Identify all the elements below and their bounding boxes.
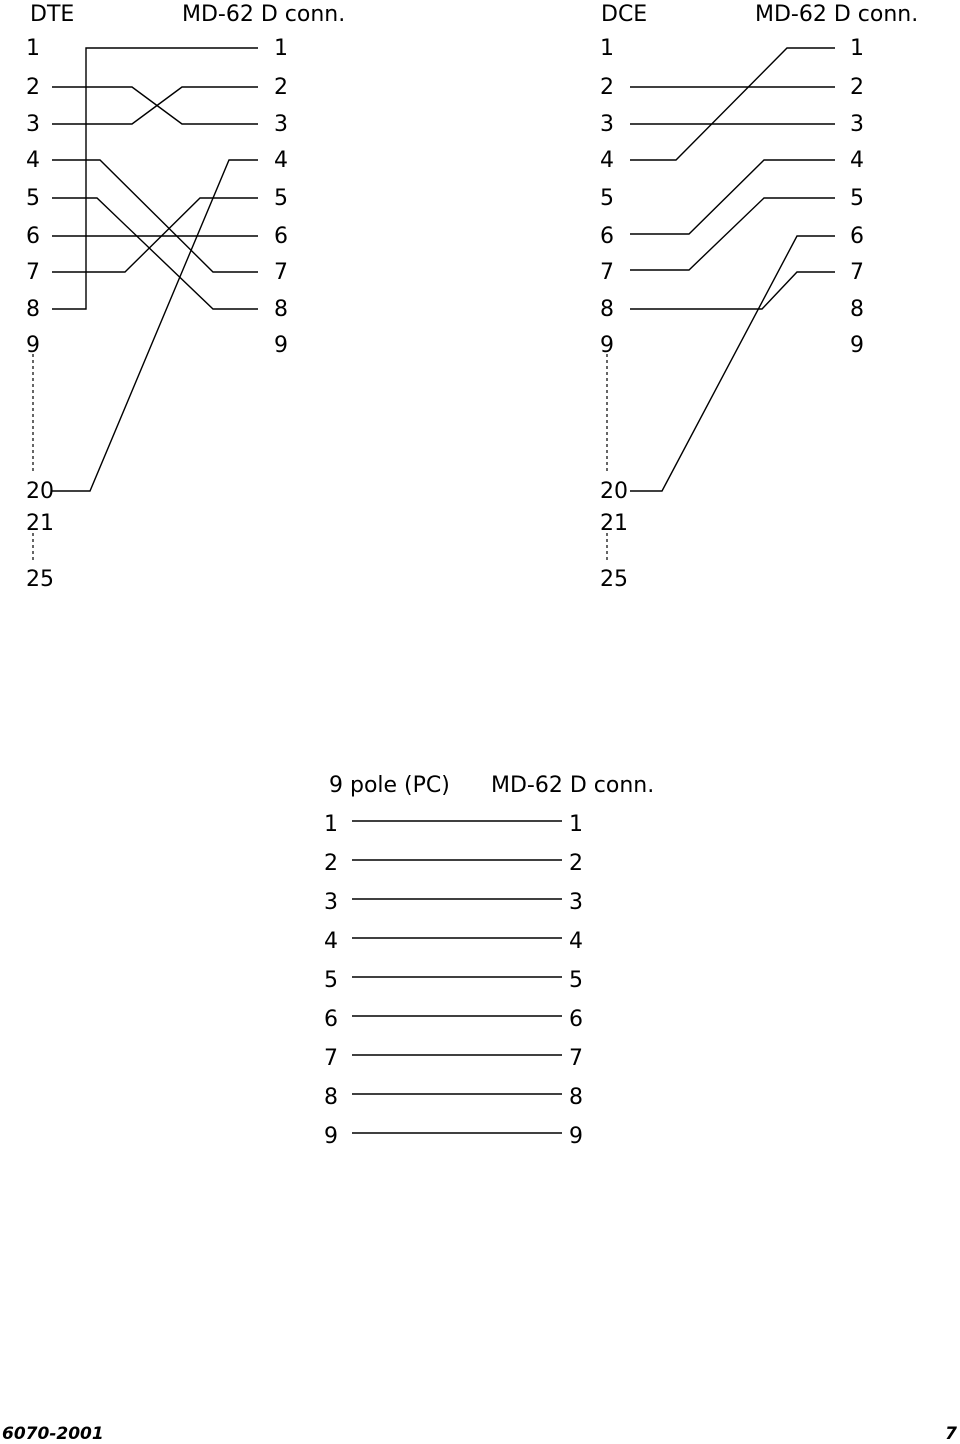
dce-left-pin-7-label: 7 — [600, 260, 614, 285]
pc-right-title: MD-62 D conn. — [491, 773, 655, 798]
dce-right-pin-2-label: 2 — [850, 75, 864, 100]
pc-left-pin-4-label: 4 — [324, 929, 338, 954]
pc-right-pin-1-label: 1 — [569, 812, 583, 837]
dte-right-title: MD-62 D conn. — [182, 2, 346, 27]
dce-right-pin-1-label: 1 — [850, 36, 864, 61]
pc-left-pin-9-label: 9 — [324, 1124, 338, 1149]
pc-left-title: 9 pole (PC) — [329, 773, 450, 798]
dce-wires — [607, 48, 835, 562]
dce-left-pin-labels — [600, 36, 628, 592]
dce-left-pin-25-label: 25 — [600, 567, 628, 592]
dce-right-pin-3-label: 3 — [850, 112, 864, 137]
dce-left-pin-21-label: 21 — [600, 511, 628, 536]
dce-wire-6-to-4 — [630, 160, 835, 234]
dte-left-title: DTE — [30, 2, 75, 27]
dce-right-pin-7-label: 7 — [850, 260, 864, 285]
dte-left-pin-8-label: 8 — [26, 297, 40, 322]
dte-right-pin-5-label: 5 — [274, 186, 288, 211]
dce-wire-20-to-6 — [630, 236, 835, 491]
dce-wire-4-to-1 — [630, 48, 835, 160]
dce-left-pin-6-label: 6 — [600, 224, 614, 249]
pc-left-pin-1-label: 1 — [324, 812, 338, 837]
dte-wire-4-to-7 — [52, 160, 258, 272]
pc-wires — [352, 821, 562, 1133]
dce-right-title: MD-62 D conn. — [755, 2, 919, 27]
dte-right-pin-4-label: 4 — [274, 148, 288, 173]
dte-wire-7-to-5 — [52, 198, 258, 272]
pc-right-pin-8-label: 8 — [569, 1085, 583, 1110]
pc-left-pin-6-label: 6 — [324, 1007, 338, 1032]
dce-wire-8-to-7 — [630, 272, 835, 309]
pc-right-pin-4-label: 4 — [569, 929, 583, 954]
dte-right-pin-3-label: 3 — [274, 112, 288, 137]
pc-right-pin-2-label: 2 — [569, 851, 583, 876]
dte-right-pin-8-label: 8 — [274, 297, 288, 322]
page-number: 7 — [945, 1424, 957, 1444]
dte-right-pin-2-label: 2 — [274, 75, 288, 100]
dce-left-pin-3-label: 3 — [600, 112, 614, 137]
dce-right-pin-labels — [850, 36, 864, 358]
dce-left-pin-5-label: 5 — [600, 186, 614, 211]
document-number: 6070-2001 — [2, 1424, 104, 1444]
dce-left-pin-20-label: 20 — [600, 479, 628, 504]
dte-right-pin-9-label: 9 — [274, 333, 288, 358]
pc-diagram — [324, 773, 654, 1149]
dte-wires — [33, 48, 258, 562]
dte-right-pin-labels — [274, 36, 288, 358]
dte-left-pin-6-label: 6 — [26, 224, 40, 249]
dce-right-pin-8-label: 8 — [850, 297, 864, 322]
pc-left-pin-7-label: 7 — [324, 1046, 338, 1071]
pc-left-pin-8-label: 8 — [324, 1085, 338, 1110]
dte-left-pin-labels — [26, 36, 54, 592]
pc-left-pin-5-label: 5 — [324, 968, 338, 993]
pc-right-pin-7-label: 7 — [569, 1046, 583, 1071]
dce-left-title: DCE — [601, 2, 648, 27]
dte-left-pin-21-label: 21 — [26, 511, 54, 536]
dce-left-pin-2-label: 2 — [600, 75, 614, 100]
dce-left-pin-1-label: 1 — [600, 36, 614, 61]
dce-right-pin-4-label: 4 — [850, 148, 864, 173]
dte-left-pin-3-label: 3 — [26, 112, 40, 137]
dce-right-pin-5-label: 5 — [850, 186, 864, 211]
dce-left-pin-4-label: 4 — [600, 148, 614, 173]
dte-left-pin-7-label: 7 — [26, 260, 40, 285]
pc-right-pin-labels — [569, 812, 583, 1149]
dce-left-pin-9-label: 9 — [600, 333, 614, 358]
dte-right-pin-7-label: 7 — [274, 260, 288, 285]
pc-left-pin-3-label: 3 — [324, 890, 338, 915]
dce-diagram — [600, 2, 918, 592]
pc-left-pin-labels — [324, 812, 338, 1149]
dte-wire-2-to-3 — [52, 87, 258, 124]
dce-right-pin-9-label: 9 — [850, 333, 864, 358]
dte-left-pin-5-label: 5 — [26, 186, 40, 211]
pc-right-pin-5-label: 5 — [569, 968, 583, 993]
dte-left-pin-25-label: 25 — [26, 567, 54, 592]
dte-left-pin-4-label: 4 — [26, 148, 40, 173]
dte-wire-3-to-2 — [52, 87, 258, 124]
dce-left-pin-8-label: 8 — [600, 297, 614, 322]
pc-right-pin-3-label: 3 — [569, 890, 583, 915]
pc-right-pin-6-label: 6 — [569, 1007, 583, 1032]
dte-right-pin-1-label: 1 — [274, 36, 288, 61]
dte-left-pin-20-label: 20 — [26, 479, 54, 504]
dte-wire-20-to-4 — [52, 160, 258, 491]
dte-left-pin-9-label: 9 — [26, 333, 40, 358]
dte-left-pin-1-label: 1 — [26, 36, 40, 61]
dte-diagram — [26, 2, 345, 592]
dce-right-pin-6-label: 6 — [850, 224, 864, 249]
pc-right-pin-9-label: 9 — [569, 1124, 583, 1149]
pc-left-pin-2-label: 2 — [324, 851, 338, 876]
dte-left-pin-2-label: 2 — [26, 75, 40, 100]
dte-right-pin-6-label: 6 — [274, 224, 288, 249]
